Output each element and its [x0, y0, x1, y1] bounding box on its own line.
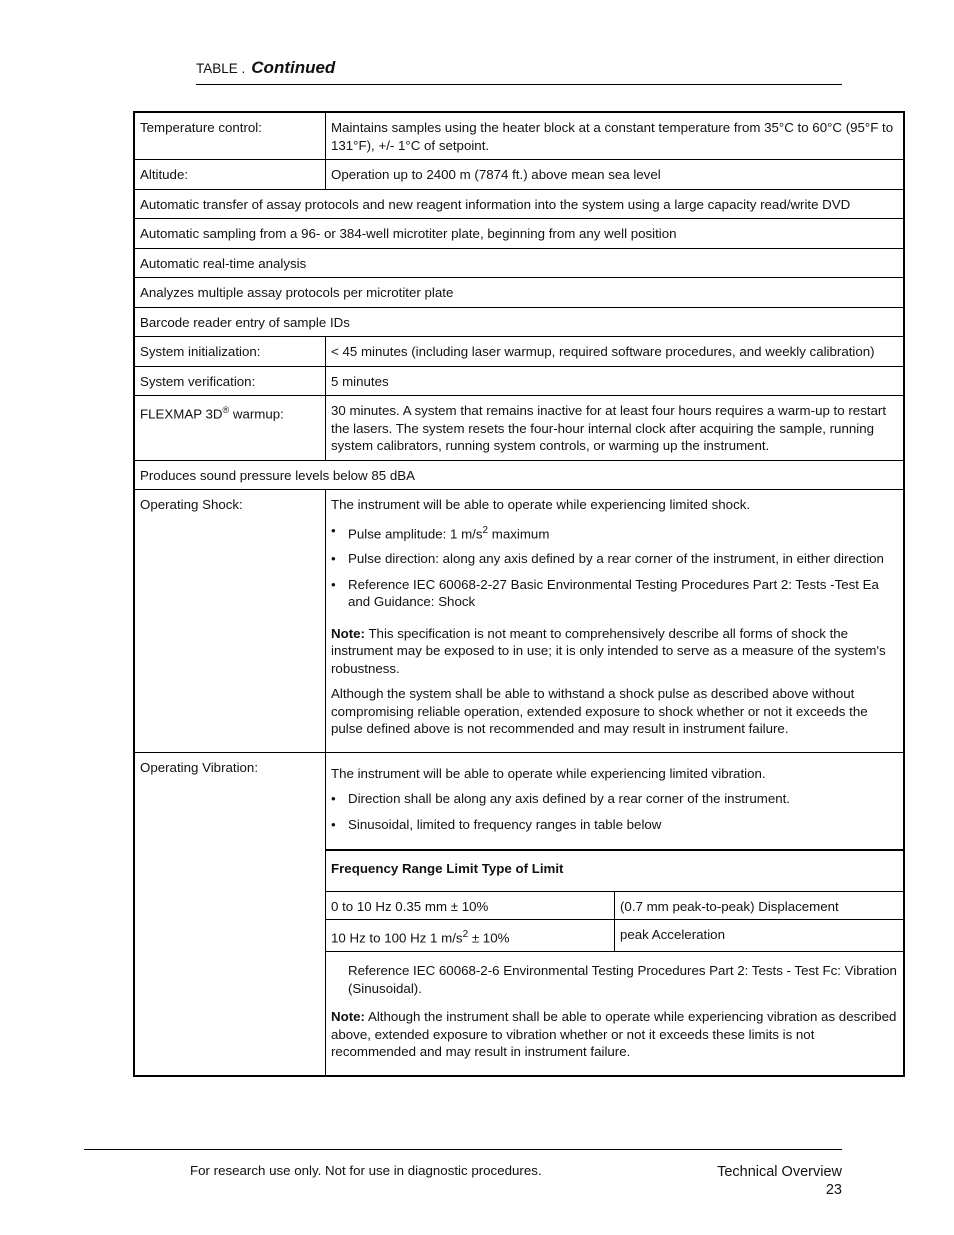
- note-label: Note:: [331, 625, 365, 641]
- table-row: [134, 248, 904, 278]
- frequency-table: [326, 849, 903, 952]
- row-full: Produces sound pressure levels below 85 dBA: [134, 460, 904, 490]
- bullet-text: Pulse direction: along any axis defined by a rear corner of the instrument, in either direction: [348, 551, 884, 567]
- row-label: System initialization:: [134, 337, 326, 367]
- row-full: Analyzes multiple assay protocols per microtiter plate: [134, 278, 904, 308]
- table-row: [134, 460, 904, 490]
- bullet: •: [331, 791, 336, 807]
- row-label: Operating Vibration:: [134, 752, 326, 1075]
- bullet: •: [331, 551, 336, 567]
- freq-limit-type: (0.7 mm peak-to-peak) Displacement: [615, 891, 904, 920]
- note-label: Note:: [331, 1009, 365, 1025]
- row-full: Automatic transfer of assay protocols and new reagent information into the system using a large capacity read/write DVD: [134, 189, 904, 219]
- list-item: [331, 790, 898, 808]
- table-row: [134, 160, 904, 190]
- vibration-note: [331, 1008, 898, 1061]
- specifications-table: [133, 111, 905, 1077]
- shock-intro: The instrument will be able to operate while experiencing limited shock.: [331, 497, 751, 512]
- shock-bullet-list: [331, 522, 898, 611]
- bullet: •: [331, 522, 336, 538]
- bullet-text: maximum: [488, 525, 550, 541]
- table-row: [134, 490, 904, 753]
- row-full: Barcode reader entry of sample IDs: [134, 307, 904, 337]
- footer-section-title: Technical Overview: [717, 1164, 842, 1180]
- footer-divider: [84, 1149, 842, 1150]
- note-text: This specification is not meant to comprehensively describe all forms of shock the instrument may be exposed to in use; it is only intended to serve as a measure of the system's robustness.: [331, 625, 886, 676]
- table-row: [134, 219, 904, 249]
- list-item: [331, 816, 898, 834]
- row-full: Automatic sampling from a 96- or 384-well microtiter plate, beginning from any well position: [134, 219, 904, 249]
- bullet-text: Pulse amplitude: 1 m/s: [348, 525, 483, 541]
- table-row: [134, 307, 904, 337]
- freq-range: 0 to 10 Hz 0.35 mm ± 10%: [326, 891, 615, 920]
- table-row: [134, 189, 904, 219]
- bullet-text: Reference IEC 60068-2-27 Basic Environmental Testing Procedures Part 2: Tests -Test Ea and Guidance: Shock: [348, 576, 879, 610]
- row-value: < 45 minutes (including laser warmup, required software procedures, and weekly calibration): [326, 337, 905, 367]
- note-text: Although the instrument shall be able to operate while experiencing vibration as described above, extended exposure to vibration whether or not it exceeds these limits is not recommended and may result in instrument failure.: [331, 1009, 897, 1060]
- table-row: [326, 891, 903, 920]
- list-item: [331, 550, 898, 568]
- table-row: [134, 278, 904, 308]
- shock-paragraph: Although the system shall be able to withstand a shock pulse as described above without compromising reliable operation, extended exposure to shock whether or not it exceeds the pulse defined above is not recommended and may result in instrument failure.: [331, 686, 868, 737]
- list-item: [331, 522, 898, 543]
- table-row: [134, 396, 904, 461]
- row-label: Altitude:: [134, 160, 326, 190]
- table-row: [134, 112, 904, 160]
- table-row: [134, 366, 904, 396]
- warmup-label-post: warmup:: [229, 406, 284, 422]
- row-label: Temperature control:: [134, 112, 326, 160]
- freq-range-text: ± 10%: [468, 930, 510, 946]
- freq-limit-type: peak Acceleration: [615, 920, 904, 952]
- bullet: •: [331, 576, 336, 592]
- shock-note: [331, 625, 898, 678]
- continued-label: Continued: [251, 58, 336, 77]
- row-value: Maintains samples using the heater block at a constant temperature from 35°C to 60°C (95°F to 131°F), +/- 1°C of setpoint.: [326, 112, 905, 160]
- table-label: TABLE .: [196, 61, 246, 76]
- table-header-row: [326, 850, 903, 891]
- row-label: System verification:: [134, 366, 326, 396]
- bullet-text: Direction shall be along any axis defined by a rear corner of the instrument.: [348, 791, 790, 807]
- footer-disclaimer: For research use only. Not for use in diagnostic procedures.: [190, 1163, 542, 1178]
- registered-mark: ®: [222, 405, 230, 415]
- row-value: Operation up to 2400 m (7874 ft.) above mean sea level: [326, 160, 905, 190]
- row-value: 5 minutes: [326, 366, 905, 396]
- table-row: [134, 752, 904, 1075]
- row-label: [134, 396, 326, 461]
- freq-header: Frequency Range Limit Type of Limit: [326, 850, 903, 891]
- vibration-reference: Reference IEC 60068-2-6 Environmental Testing Procedures Part 2: Tests - Test Fc: Vibration (Sinusoidal).: [348, 963, 897, 996]
- table-row: [326, 920, 903, 952]
- table-row: [134, 337, 904, 367]
- superscript: 2: [462, 929, 469, 941]
- freq-range: [326, 920, 615, 952]
- bullet-text: Sinusoidal, limited to frequency ranges in table below: [348, 816, 662, 832]
- warmup-label-pre: FLEXMAP 3D: [140, 406, 223, 422]
- row-full: Automatic real-time analysis: [134, 248, 904, 278]
- footer-page-info: [717, 1163, 842, 1199]
- table-caption: [196, 58, 842, 85]
- superscript: 2: [482, 524, 489, 536]
- row-value: [326, 752, 905, 1075]
- vibration-bullet-list: [331, 790, 898, 833]
- bullet: •: [331, 816, 336, 832]
- vibration-intro: The instrument will be able to operate while experiencing limited vibration.: [331, 765, 766, 781]
- list-item: [331, 576, 898, 611]
- row-value: [326, 490, 905, 753]
- row-label: Operating Shock:: [134, 490, 326, 753]
- freq-range-text: 10 Hz to 100 Hz 1 m/s: [331, 930, 463, 946]
- row-value: 30 minutes. A system that remains inactive for at least four hours requires a warm-up to restart the lasers. The system resets the four-hour internal clock after acquiring the sample, running system calibrators, running system controls, or warming up the instrument.: [326, 396, 905, 461]
- page-number: 23: [825, 1182, 842, 1198]
